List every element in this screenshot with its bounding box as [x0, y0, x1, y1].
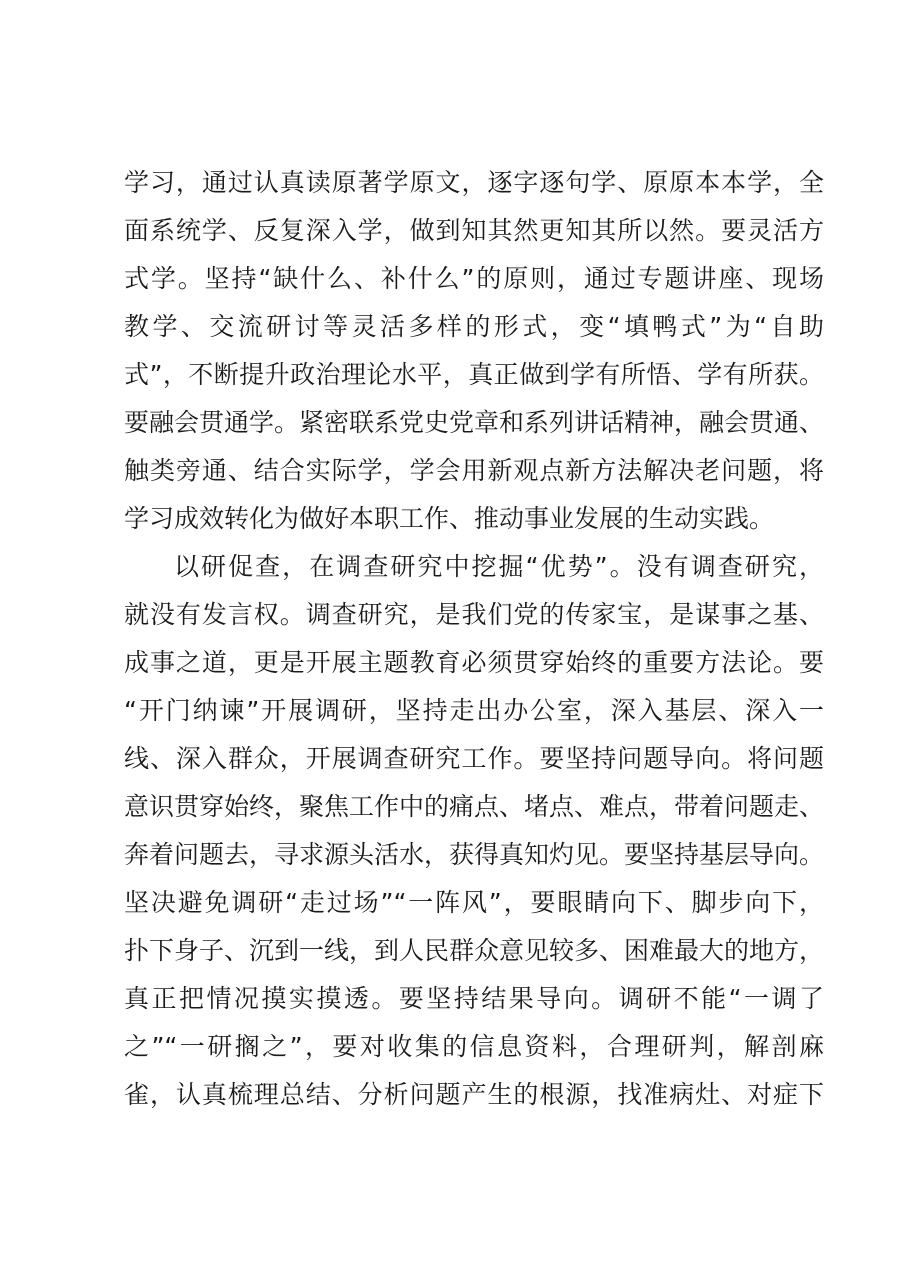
paragraph-2-line-3: 成事之道，更是开展主题教育必须贯穿始终的重要方法论。要 — [124, 648, 824, 677]
paragraph-2-line-6: 意识贯穿始终，聚焦工作中的痛点、堵点、难点，带着问题走、 — [124, 792, 824, 821]
paragraph-1-line-5: 式”，不断提升政治理论水平，真正做到学有所悟、学有所获。 — [124, 360, 824, 389]
paragraph-2-line-12: 雀，认真梳理总结、分析问题产生的根源，找准病灶、对症下 — [124, 1080, 824, 1109]
paragraph-1-line-2: 面系统学、反复深入学，做到知其然更知其所以然。要灵活方 — [124, 216, 824, 245]
paragraph-1-line-1: 学习，通过认真读原著学原文，逐字逐句学、原原本本学，全 — [124, 168, 824, 197]
paragraph-2-line-5: 线、深入群众，开展调查研究工作。要坚持问题导向。将问题 — [124, 744, 824, 773]
paragraph-2-line-9: 扑下身子、沉到一线，到人民群众意见较多、困难最大的地方， — [124, 936, 824, 965]
paragraph-2-line-10: 真正把情况摸实摸透。要坚持结果导向。调研不能“一调了 — [124, 984, 824, 1013]
paragraph-1-line-7: 触类旁通、结合实际学，学会用新观点新方法解决老问题，将 — [124, 456, 824, 485]
paragraph-2-line-4: “开门纳谏”开展调研，坚持走出办公室，深入基层、深入一 — [124, 696, 824, 725]
paragraph-2-line-8: 坚决避免调研“走过场”“一阵风”，要眼睛向下、脚步向下， — [124, 888, 824, 917]
paragraph-1-line-4: 教学、交流研讨等灵活多样的形式，变“填鸭式”为“自助 — [124, 312, 824, 341]
paragraph-1-line-6: 要融会贯通学。紧密联系党史党章和系列讲话精神，融会贯通、 — [124, 408, 824, 437]
paragraph-2-line-1: 以研促查，在调查研究中挖掘“优势”。没有调查研究， — [174, 552, 824, 581]
paragraph-1-line-8: 学习成效转化为做好本职工作、推动事业发展的生动实践。 — [124, 504, 775, 533]
paragraph-1-line-3: 式学。坚持“缺什么、补什么”的原则，通过专题讲座、现场 — [124, 264, 824, 293]
paragraph-2-line-2: 就没有发言权。调查研究，是我们党的传家宝，是谋事之基、 — [124, 600, 824, 629]
paragraph-2-line-11: 之”“一研搁之”，要对收集的信息资料，合理研判，解剖麻 — [124, 1032, 824, 1061]
paragraph-2-line-7: 奔着问题去，寻求源头活水，获得真知灼见。要坚持基层导向。 — [124, 840, 824, 869]
